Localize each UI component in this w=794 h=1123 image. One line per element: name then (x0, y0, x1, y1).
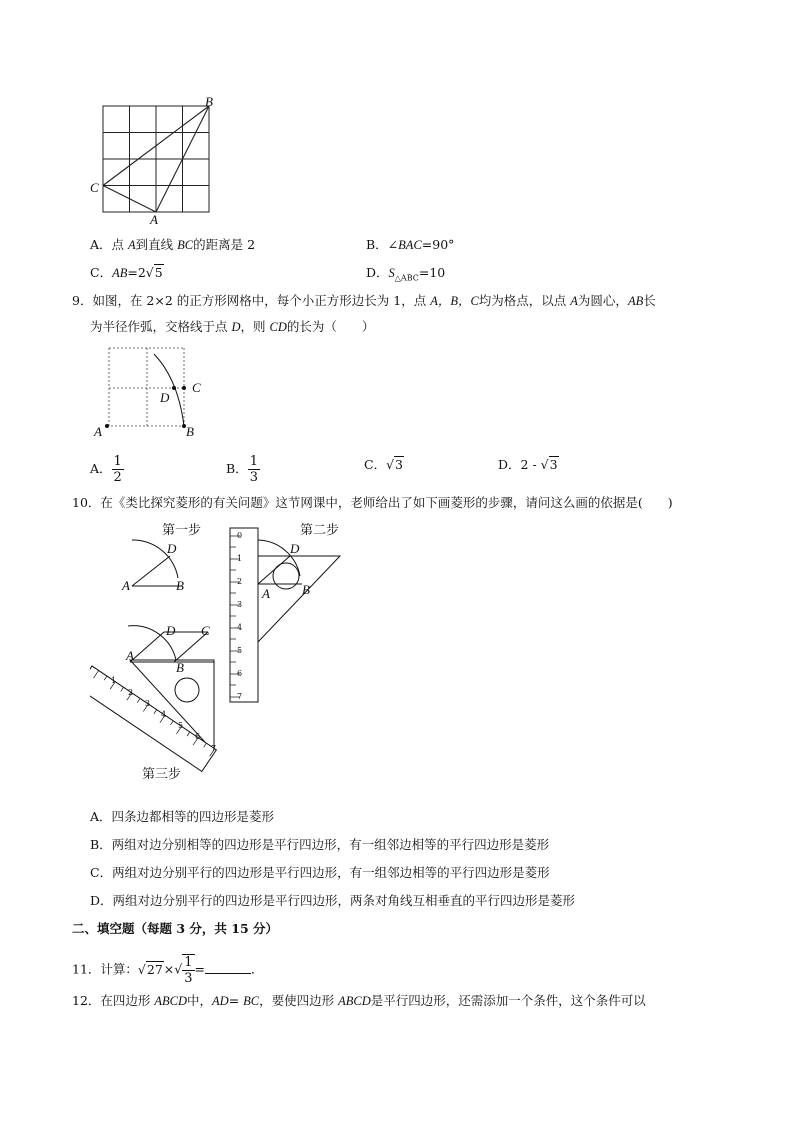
q10-s3-label-a: A (126, 648, 134, 663)
q10-step3-figure (90, 620, 243, 790)
q10-s2-label-a: A (262, 586, 270, 601)
q8-grid-figure (86, 92, 226, 232)
q11-answer-blank[interactable] (205, 961, 251, 974)
q10-step1-figure (118, 538, 200, 594)
q10-option-c: C．两组对边分别平行的四边形是平行四边形，有一组邻边相等的平行四边形是菱形 (90, 865, 550, 880)
q10-step3-label: 第三步 (142, 767, 182, 782)
q10-option-d: D．两组对边分别平行的四边形是平行四边形，两条对角线互相垂直的平行四边形是菱形 (90, 893, 576, 908)
q10-s3-mark-5: 5 (178, 721, 184, 730)
q9-label-d: D (160, 390, 170, 405)
section-2-title: 二、填空题（每题 3 分，共 15 分） (72, 921, 279, 936)
q10-s2-mark-0: 0 (237, 531, 243, 540)
q10-s2-label-b: B (302, 582, 310, 597)
q9-figure (100, 344, 200, 438)
q9-option-b: B． $\frac{1}{3}$ (226, 454, 258, 485)
q10-s3-mark-1: 1 (111, 676, 117, 685)
q10-s2-mark-4: 4 (237, 623, 243, 632)
sqrt-symbol: √5 (145, 265, 163, 280)
q12-stem: 12．在四边形 ABCD中，AD= BC，要使四边形 ABCD是平行四边形，还需添加一个条件，这个条件可以 (72, 993, 646, 1008)
q11: 11．计算：√27×√ $\frac{1}{3}$ = ． (72, 955, 264, 986)
q10-option-b: B．两组对边分别相等的四边形是平行四边形，有一组邻边相等的平行四边形是菱形 (90, 837, 550, 852)
q9-label-c: C (192, 380, 201, 395)
q10-s3-label-b: B (176, 660, 184, 675)
q10-s2-mark-1: 1 (237, 554, 243, 563)
q8-label-c: C (90, 180, 99, 195)
q10-step2-label: 第二步 (300, 523, 340, 538)
q10-s3-mark-4: 4 (161, 710, 167, 719)
q10-s3-label-c: C (201, 623, 210, 638)
q10-s3-mark-3: 3 (145, 699, 151, 708)
q10-step2-figure (228, 526, 344, 704)
q8-option-d: D．$S_{\triangle ABC}=10$ (366, 265, 446, 283)
q8-label-b: B (205, 94, 213, 109)
q10-s1-label-d: D (167, 541, 177, 556)
q8-option-c: C．AB=2√5 (90, 265, 163, 280)
q9-label-a: A (94, 424, 102, 439)
q10-s3-mark-7: 7 (211, 744, 217, 753)
q10-s2-mark-7: 7 (237, 692, 243, 701)
q10-s2-mark-2: 2 (237, 577, 243, 586)
q10-option-a: A．四条边都相等的四边形是菱形 (90, 809, 275, 824)
q8-option-b: B．∠BAC=90° (366, 237, 455, 252)
q10-stem: 10．在《类比探究菱形的有关问题》这节网课中，老师给出了如下画菱形的步骤，请问这么画的依据是( ) (72, 495, 673, 510)
q10-s2-mark-6: 6 (237, 669, 243, 678)
q9-label-b: B (186, 424, 194, 439)
q8-option-a: A．点 A到直线 BC的距离是 2 (90, 237, 256, 252)
q9-stem-line1: 9．如图，在 2×2 的正方形网格中，每个小正方形边长为 1，点 A，B，C均为格点，以点 A为圆心，AB长 (72, 293, 656, 308)
q9-option-a: A． $\frac{1}{2}$ (90, 454, 122, 485)
q10-s3-label-d: D (166, 623, 176, 638)
q10-s1-label-b: B (176, 578, 184, 593)
q10-s1-label-a: A (122, 578, 130, 593)
q9-option-c: C．√3 (364, 457, 403, 472)
q9-option-d: D．2 - √3 (498, 457, 558, 472)
q10-step1-label: 第一步 (162, 523, 202, 538)
q10-s3-mark-6: 6 (195, 732, 201, 741)
q10-s2-mark-5: 5 (237, 646, 243, 655)
q8-label-a: A (150, 212, 158, 227)
q10-s3-mark-2: 2 (128, 688, 134, 697)
q9-stem-line2: 为半径作弧，交格线于点 D，则 CD的长为（ ） (90, 319, 375, 334)
q10-s2-label-d: D (290, 541, 300, 556)
q10-s2-mark-3: 3 (237, 600, 243, 609)
